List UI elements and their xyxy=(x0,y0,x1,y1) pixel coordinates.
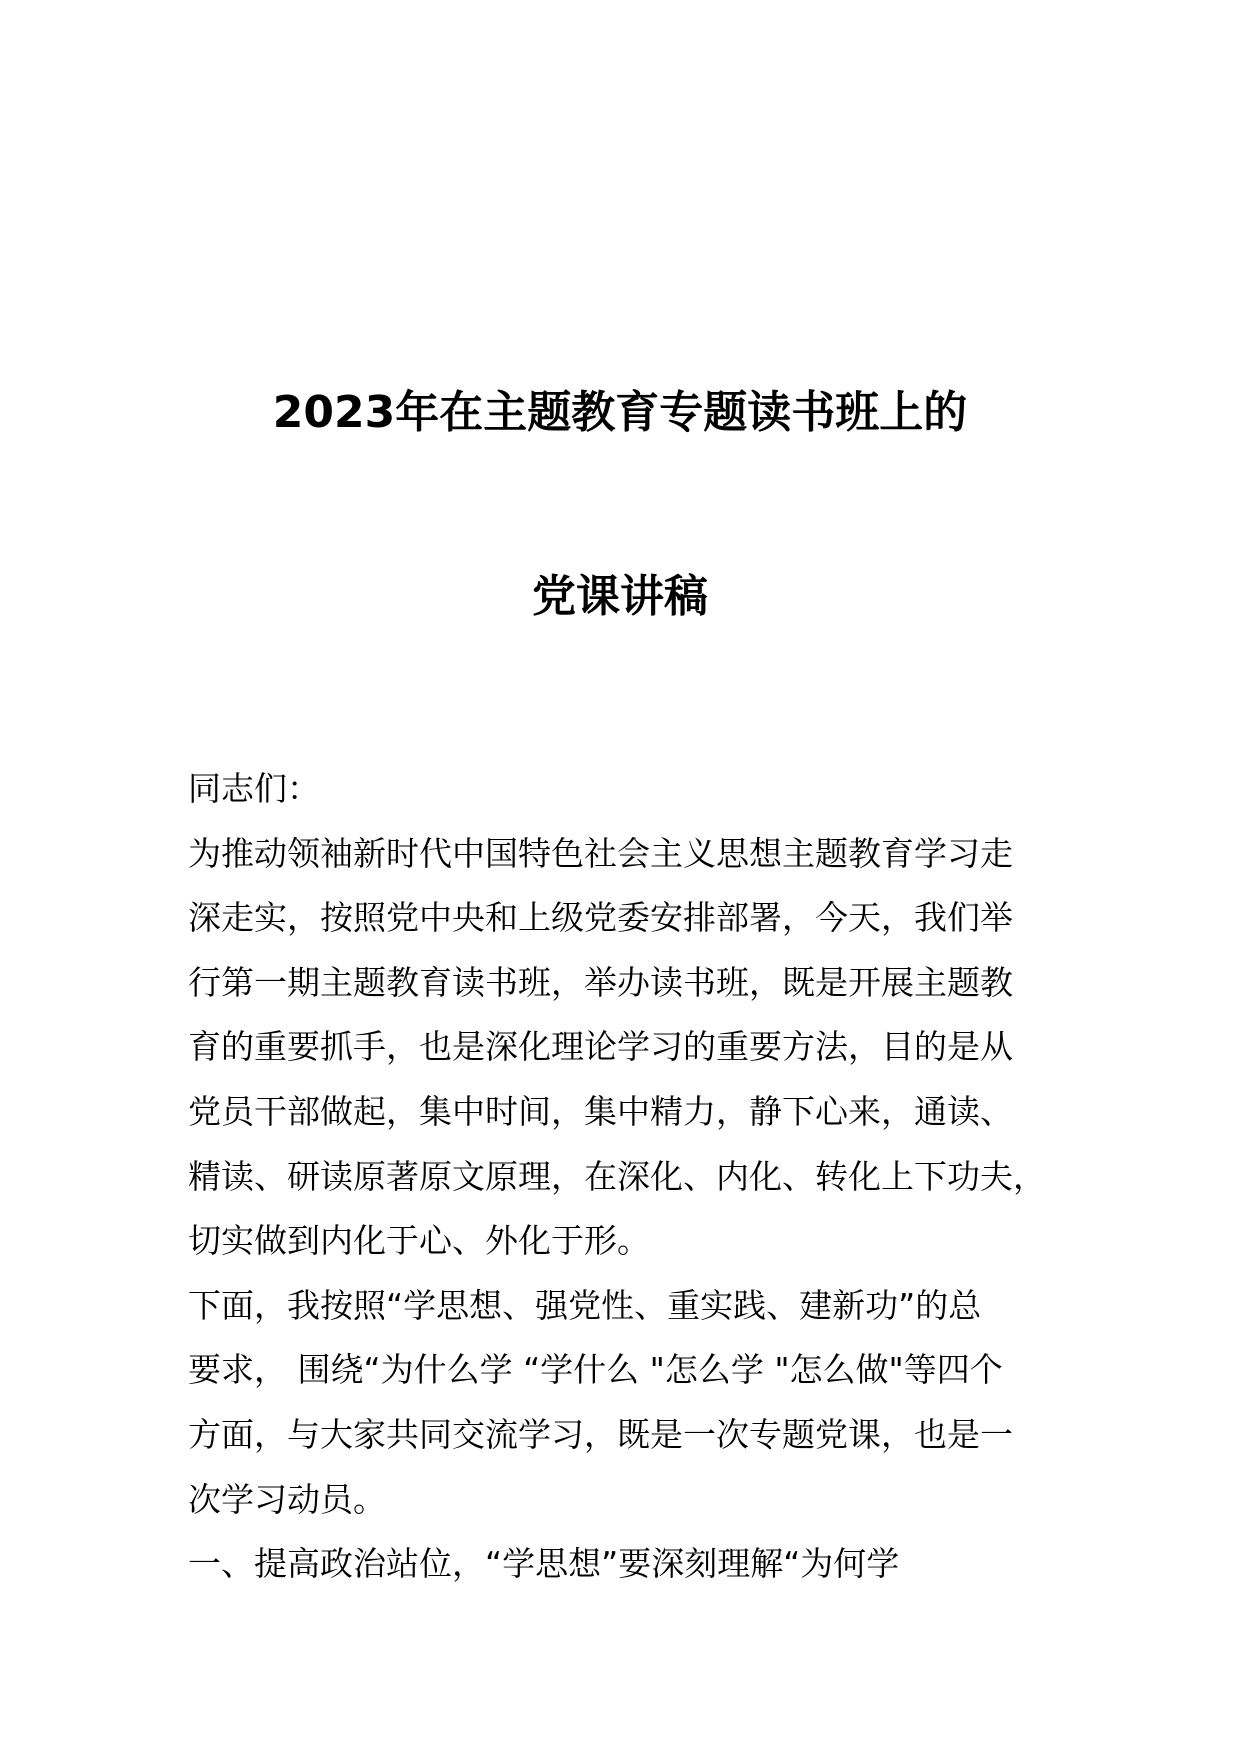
body-line: 深走实，按照党中央和上级党委安排部署，今天，我们举 xyxy=(188,898,1013,938)
body-line: 次学习动员。 xyxy=(188,1479,386,1519)
body-line: 行第一期主题教育读书班，举办读书班，既是开展主题教 xyxy=(188,962,1013,1002)
body-line: 要求， 围绕“为什么学 “学什么 "怎么学 "怎么做"等四个 xyxy=(188,1350,1003,1390)
body-line: 切实做到内化于心、外化于形。 xyxy=(188,1221,650,1261)
body-line: 为推动领袖新时代中国特色社会主义思想主题教育学习走 xyxy=(188,833,1013,873)
body-line: 育的重要抓手，也是深化理论学习的重要方法，目的是从 xyxy=(188,1027,1013,1067)
body-line: 精读、研读原著原文原理，在深化、内化、转化上下功夫， xyxy=(188,1156,1046,1196)
body-line-salutation: 同志们： xyxy=(188,769,320,808)
body-line: 下面，我按照“学思想、强党性、重实践、建新功”的总 xyxy=(188,1285,982,1325)
document-body xyxy=(188,757,1068,1597)
body-line: 方面，与大家共同交流学习，既是一次专题党课，也是一 xyxy=(188,1414,1013,1454)
section-heading-1: 一、提高政治站位，“学思想”要深刻理解“为何学 xyxy=(188,1544,900,1584)
document-title-line-1: 2023年在主题教育专题读书班上的 xyxy=(272,387,968,438)
document-title-line-2: 党课讲稿 xyxy=(532,571,708,622)
body-line: 党员干部做起，集中时间，集中精力，静下心来，通读、 xyxy=(188,1091,1013,1131)
